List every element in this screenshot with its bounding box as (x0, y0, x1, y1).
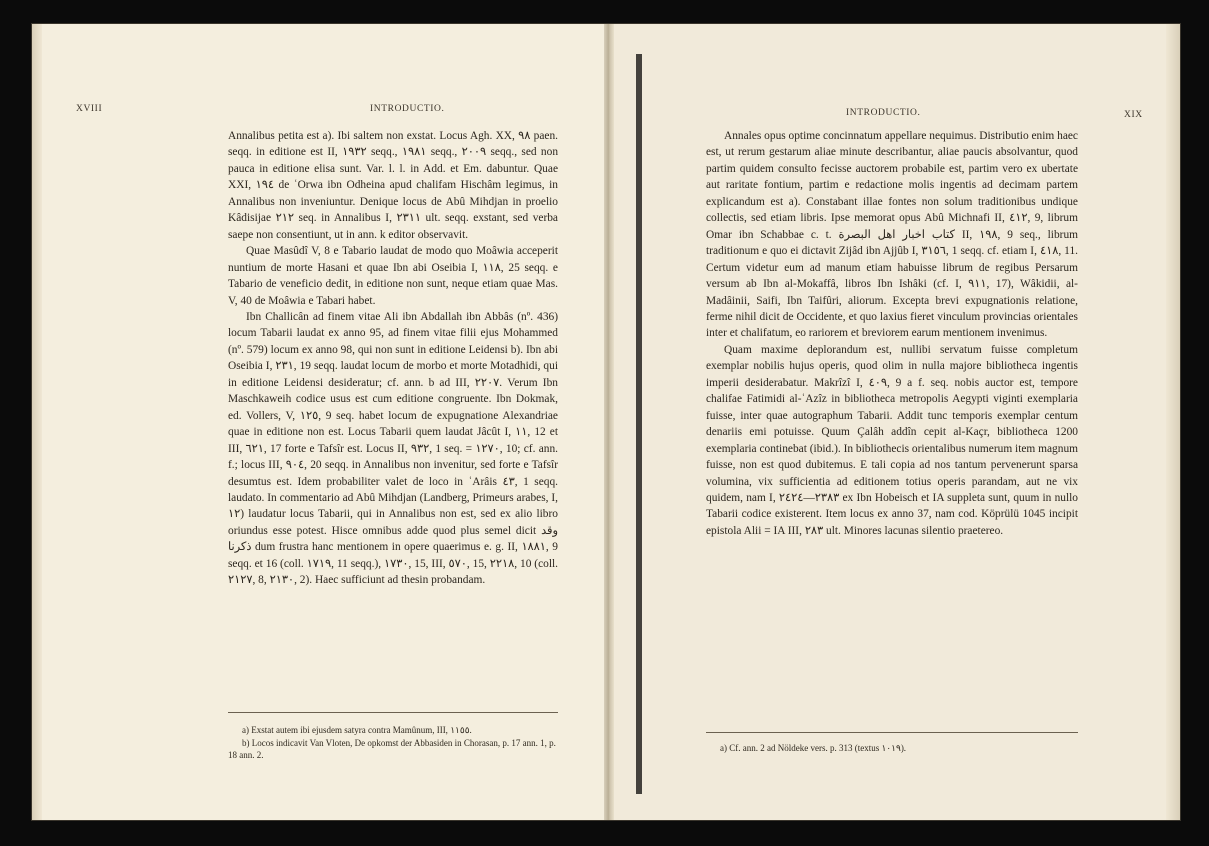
right-running-head: INTRODUCTIO. (846, 108, 921, 118)
left-footnotes (228, 724, 558, 763)
left-body-text (228, 128, 558, 589)
right-page-edge (1166, 24, 1180, 820)
left-footnote-a: a) Exstat autem ibi ejusdem satyra contra Mamûnum, III, ١١٥٥. (242, 725, 472, 735)
right-footnote-rule (706, 732, 1078, 733)
right-footnote-a: a) Cf. ann. 2 ad Nöldeke vers. p. 313 (textus ١٠١٩). (720, 743, 907, 753)
left-footnote-rule (228, 712, 558, 713)
spine-shadow (636, 54, 642, 794)
left-page (32, 24, 604, 820)
left-paragraph-2: Quae Masûdî V, 8 e Tabario laudat de modo quo Moâwia acceperit nuntium de morte Hasani et quae Ibn abi Oseibia I, ١١٨, 25 seqq. e Tabario de veneficio dedit, in editione non sunt, neque etiam quae Mas. V, 40 de Moâwia e Tabari habet. (228, 245, 558, 307)
left-footnote-b: b) Locos indicavit Van Vloten, De opkomst der Abbasiden in Chorasan, p. 17 ann. 1, p. 18 ann. 2. (228, 738, 556, 761)
right-page (614, 24, 1180, 820)
book-gutter (604, 24, 614, 820)
left-paragraph-1: Annalibus petita est a). Ibi saltem non exstat. Locus Agh. XX, ٩٨ paen. seqq. in editione est II, ١٩٣٢ seqq., ١٩٨١ seqq., ٢٠٠٩ seqq., sed non pauca in editione elisa sunt. Var. l. l. in Add. et Em. dabuntur. Quae XXI, ١٩٤ de ʿOrwa ibn Odheina apud chalifam Hischâm legimus, in Annalibus non inveniuntur. Denique locus de Abû Mihdjan in proelio Kâdisijae ٢١٢ seq. in Annalibus I, ٢٣١١ ult. seqq. exstant, sed verba saepe non consentiunt, ut in ann. k editor observavit. (228, 130, 559, 241)
right-paragraph-1: Annales opus optime concinnatum appellare nequimus. Distributio enim haec est, ut rerum gestarum aliae minute describantur, aliae paucis absolvantur, quod partim quidem consulto fecisse auctorem probabile est, partim vero ex ubertate aut raritate fontium, partim e redactione molis ingentis ad decimam partem explicandum est a). Constabant illae fontes non solum traditionibus undique collectis, sed etiam libris. Ipse memorat opus Abû Michnafi II, ٤١٢, 9, librum Omar ibn Schabbae c. t. كتاب اخبار اهل البصرة II, ١٩٨, 9 seq., librum traditionum e quo ei dictavit Zijâd ibn Ajjûb I, ٣١٥٦, 1 seqq. cf. etiam I, ٤١٨, 11. Certum videtur eum ad manum etiam habuisse librum de regibus Persarum versum ab Ibn al-Mokaffâ, libros Ibn Ishâki (cf. I, ٩١١, 17), Wâkidii, al-Madâinii, Saifi, Ibn Taifûri, aliorum. Excepta brevi expugnationis relatione, ferme nihil dicit de Occidente, et quo laxius fieret vinculum provincias orientales inter et chalifatum, eo rariorem et breviorem earum mentionem invenimus. (706, 130, 1079, 340)
left-running-head: INTRODUCTIO. (370, 104, 445, 114)
left-paragraph-3: Ibn Challicân ad finem vitae Ali ibn Abdallah ibn Abbâs (nº. 436) locum Tabarii laudat ex anno 95, ad finem vitae filii ejus Mohammed (nº. 579) locum ex anno 98, qui non sunt in editione Leidensi b). Ibn abi Oseibia I, ٢٣١, 19 seqq. laudat locum de morbo et morte Motadhidi, qui in editione Leidensi desideratur; cf. ann. b ad III, ٢٢٠٧. Verum Ibn Maschkaweih codice usus est cum editione congruente. Ibn Dokmak, ed. Vollers, V, ١٢٥, 9 seq. habet locum de expugnatione Alexandriae quae in editione non est. Locus Tabarii quem laudat Jâcût I, ١١, 12 et III, ٦٢١, 17 forte e Tafsîr est. Locus II, ٩٣٢, 1 seq. = ١٢٧٠, 10; cf. ann. f.; locus III, ٩٠٤, 20 seqq. in Annalibus non invenitur, sed forte e Tafsîr desumtus est. Idem probabiliter valet de loco in ʿArâis ٤٣, 1 seqq. laudato. In commentario ad Abû Mihdjan (Landberg, Primeurs arabes, I, ١٢) laudatur locus Tabarii, qui in Annalibus non est, sed ex alio libro oriundus esse potest. Hisce omnibus adde quod plus semel dicit وقد ذكرنا dum frustra hanc mentionem in opere quaerimus e. g. II, ١٨٨١, 9 seqq. et 16 (coll. ١٧١٩, 11 seqq.), ١٧٣٠, 15, III, ٥٧٠, 15, ٢٢١٨, 10 (coll. ٢١٢٧, 8, ٢١٣٠, 2). Haec sufficiunt ad thesin probandam. (228, 310, 559, 587)
book-spread (32, 24, 1180, 820)
right-page-number: XIX (1124, 110, 1143, 120)
right-paragraph-2: Quam maxime deplorandum est, nullibi servatum fuisse completum exemplar nobilis hujus operis, quod olim in nulla majore bibliotheca ingentis imperii desiderabatur. Makrîzî I, ٤٠٩, 9 a f. seq. nobis auctor est, tempore chalifae Fatimidi al-ʿAzîz in bibliotheca metropolis Aegypti viginti exemplaria fuisse, inter quae autographum Tabarii. Addit tunc temporis exemplar centum denariis emi potuisse. Quum Çalâh addîn cepit al-Kaçr, bibliotheca 1200 exemplaria continebat (ibid.). In bibliothecis orientalibus numerum item magnum fuisse, non est quod dubitemus. E tali copia ad nos tantum pervenerunt sparsa volumina, vix sufficientia ad editionem totius operis parandam, aut ne vix quidem, nam I, ٢٣٨٣—٢٤٢٤ ex Ibn Hobeisch et IA suppleta sunt, quum in nullo Tabarii codice existerent. Item locus ex anno 37, nam cod. Köprülü 1045 incipit epistola Alii = IA III, ٢٨٣ ult. Minores lacunas silentio praetereo. (706, 343, 1079, 537)
left-page-number: XVIII (76, 104, 103, 114)
right-footnotes (706, 742, 1078, 755)
left-page-edge (32, 24, 42, 820)
right-body-text (706, 128, 1078, 539)
